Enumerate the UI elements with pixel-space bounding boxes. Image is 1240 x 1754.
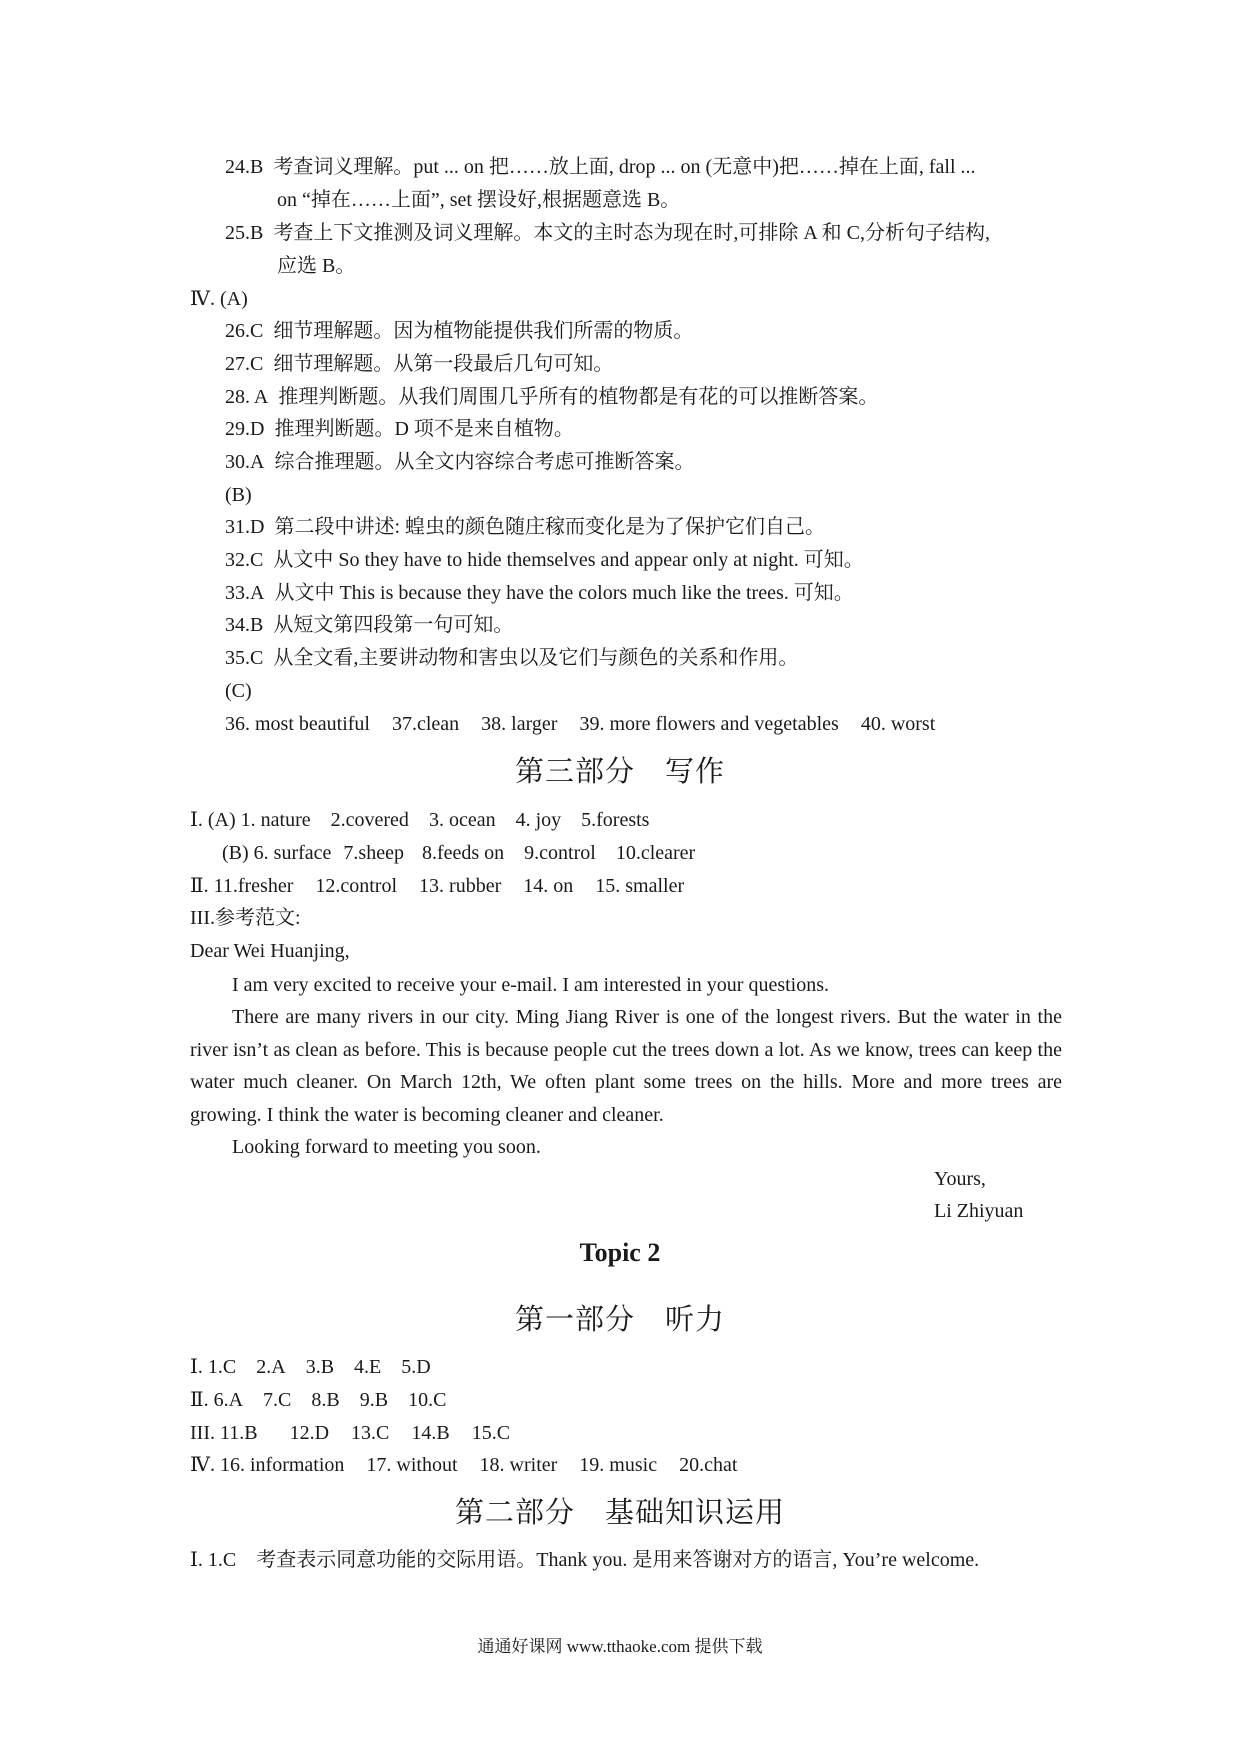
answer-explanation: 从短文第四段第一句可知。: [273, 614, 514, 636]
answer-item: Ⅱ. 11.fresher: [190, 875, 294, 897]
answer-item: Ⅱ. 6.A: [190, 1389, 244, 1411]
writing-row-ii: [190, 871, 684, 901]
answer-number: 26.C: [225, 320, 264, 342]
answer-item: 3.B: [305, 1356, 335, 1378]
page-footer: 通通好课网 www.tthaoke.com 提供下载: [477, 1637, 763, 1656]
answer-item: 14.B: [411, 1422, 450, 1444]
answer-explanation: 考查上下文推测及词义理解。本文的主时态为现在时,可排除 A 和 C,分析句子结构,: [273, 222, 991, 244]
answer-item: 7.sheep: [343, 842, 404, 864]
answer-number: 29.D: [225, 418, 265, 440]
answer-item: 15. smaller: [595, 875, 685, 897]
answer-number: 32.C: [225, 549, 264, 571]
answer-item: 8.B: [311, 1389, 340, 1411]
answer-number: 31.D: [225, 516, 265, 538]
answer-explanation: 从全文看,主要讲动物和害虫以及它们与颜色的关系和作用。: [273, 647, 799, 669]
answer-explanation: 考查词义理解。put ... on 把……放上面, drop ... on (无意中)把……掉在上面, fall ...: [273, 156, 976, 178]
letter-paragraph-3: [190, 1131, 1062, 1164]
answer-item: (B) 6. surface: [222, 842, 332, 864]
answer-line-26: [225, 316, 693, 346]
answer-line-28: [225, 382, 878, 412]
writing-row-i-b: [222, 838, 695, 868]
answer-line-25: [225, 218, 990, 248]
answer-item: 15.C: [471, 1422, 511, 1444]
answer-number: 25.B: [225, 222, 264, 244]
answer-number: 30.A: [225, 451, 265, 473]
answer-line-35: [225, 643, 798, 673]
answer-item: 12.control: [315, 875, 398, 897]
answer-number: 24.B: [225, 156, 264, 178]
answer-item: 9.control: [524, 842, 596, 864]
answer-item: 14. on: [523, 875, 574, 897]
answer-item: 4.E: [354, 1356, 382, 1378]
answer-number: 28. A: [225, 386, 269, 408]
answer-item: 17. without: [366, 1454, 458, 1476]
letter-signature: Li Zhiyuan: [934, 1200, 1024, 1222]
paragraph-text: Looking forward to meeting you soon.: [232, 1136, 541, 1158]
answer-item: 19. music: [579, 1454, 658, 1476]
answer-item: 4. joy: [515, 809, 562, 831]
answer-line-25-cont: 应选 B。: [277, 255, 356, 277]
answer-item: 20.chat: [679, 1454, 738, 1476]
answer-explanation: 细节理解题。从第一段最后几句可知。: [273, 353, 614, 375]
answer-item: Ⅰ. 1.C: [190, 1356, 237, 1378]
answer-item: Ⅰ. (A) 1. nature: [190, 809, 311, 831]
answer-item: 39. more flowers and vegetables: [579, 713, 839, 735]
letter-closing: Yours,: [934, 1168, 986, 1190]
letter-greeting: Dear Wei Huanjing,: [190, 940, 350, 962]
answer-item: 18. writer: [479, 1454, 558, 1476]
answer-explanation: 从文中 So they have to hide themselves and appear only at night. 可知。: [273, 549, 864, 571]
topic-title: Topic 2: [579, 1238, 661, 1267]
answer-explanation: 推理判断题。D 项不是来自植物。: [274, 418, 574, 440]
listening-row-i: [190, 1352, 431, 1382]
answer-item: 13. rubber: [419, 875, 502, 897]
answer-item: 8.feeds on: [421, 842, 505, 864]
answer-item: III. 11.B: [190, 1422, 258, 1444]
answer-line-27: [225, 349, 613, 379]
section-heading-listening: 第一部分 听力: [514, 1304, 725, 1336]
letter-paragraph-2: [190, 1001, 1062, 1131]
answer-explanation: 推理判断题。从我们周围几乎所有的植物都是有花的可以推断答案。: [278, 386, 879, 408]
answer-item: 7.C: [263, 1389, 292, 1411]
listening-row-iv: [190, 1450, 737, 1480]
answer-line-32: [225, 545, 864, 575]
section-label-iv-a: Ⅳ. (A): [190, 288, 248, 310]
answer-line-24: [225, 152, 976, 182]
answer-line-33: [225, 578, 854, 608]
answer-number: 33.A: [225, 582, 265, 604]
answer-item: 38. larger: [481, 713, 558, 735]
paragraph-text: There are many rivers in our city. Ming Jiang River is one of the longest rivers. But the water in the river isn’t as clean as before. This is because people cut the trees down a lot. As we know, trees can keep the water much cleaner. On March 12th, We often plant some trees on the hills. More and more trees are growing. I think the water is becoming cleaner and cleaner.: [190, 1006, 1062, 1126]
answer-line-24-cont: on “掉在……上面”, set 摆设好,根据题意选 B。: [277, 189, 681, 211]
answer-line-29: [225, 414, 574, 444]
section-label-c: (C): [225, 680, 252, 702]
answer-item: 36. most beautiful: [225, 713, 370, 735]
answer-number: 35.C: [225, 647, 264, 669]
answer-item: 37.clean: [391, 713, 460, 735]
answer-explanation: 从文中 This is because they have the colors much like the trees. 可知。: [274, 582, 854, 604]
answer-line-30: [225, 447, 694, 477]
section-heading-writing: 第三部分 写作: [514, 756, 725, 788]
section-heading-basic-knowledge: 第二部分 基础知识运用: [454, 1497, 785, 1529]
answer-number: 27.C: [225, 353, 264, 375]
answer-line-34: [225, 610, 513, 640]
answer-item: 10.clearer: [615, 842, 696, 864]
answer-item: 3. ocean: [428, 809, 496, 831]
answers-row-c: [225, 709, 935, 739]
answer-item: 10.C: [408, 1389, 447, 1411]
answer-item: Ⅳ. 16. information: [190, 1454, 345, 1476]
answer-item: 12.D: [289, 1422, 330, 1444]
answer-explanation: 综合推理题。从全文内容综合考虑可推断答案。: [274, 451, 695, 473]
writing-row-i-a: [190, 805, 649, 835]
letter-paragraph-1: [190, 969, 1062, 1002]
answer-item: 40. worst: [860, 713, 936, 735]
answer-item: 5.D: [401, 1356, 431, 1378]
sample-essay-label: III.参考范文:: [190, 907, 301, 929]
listening-row-ii: [190, 1385, 446, 1415]
answer-explanation: 第二段中讲述: 蝗虫的颜色随庄稼而变化是为了保护它们自己。: [274, 516, 826, 538]
answer-item: 9.B: [359, 1389, 389, 1411]
listening-row-iii: [190, 1418, 510, 1448]
basic-answer-line-1: Ⅰ. 1.C 考查表示同意功能的交际用语。Thank you. 是用来答谢对方的语言, You’re welcome.: [190, 1549, 980, 1571]
answer-item: 13.C: [351, 1422, 390, 1444]
answer-explanation: 细节理解题。因为植物能提供我们所需的物质。: [273, 320, 694, 342]
answer-item: 5.forests: [581, 809, 650, 831]
section-label-b: (B): [225, 484, 252, 506]
answer-item: 2.covered: [330, 809, 409, 831]
answer-line-31: [225, 512, 825, 542]
paragraph-text: I am very excited to receive your e-mail. I am interested in your questions.: [232, 974, 830, 996]
answer-number: 34.B: [225, 614, 264, 636]
answer-item: 2.A: [256, 1356, 286, 1378]
